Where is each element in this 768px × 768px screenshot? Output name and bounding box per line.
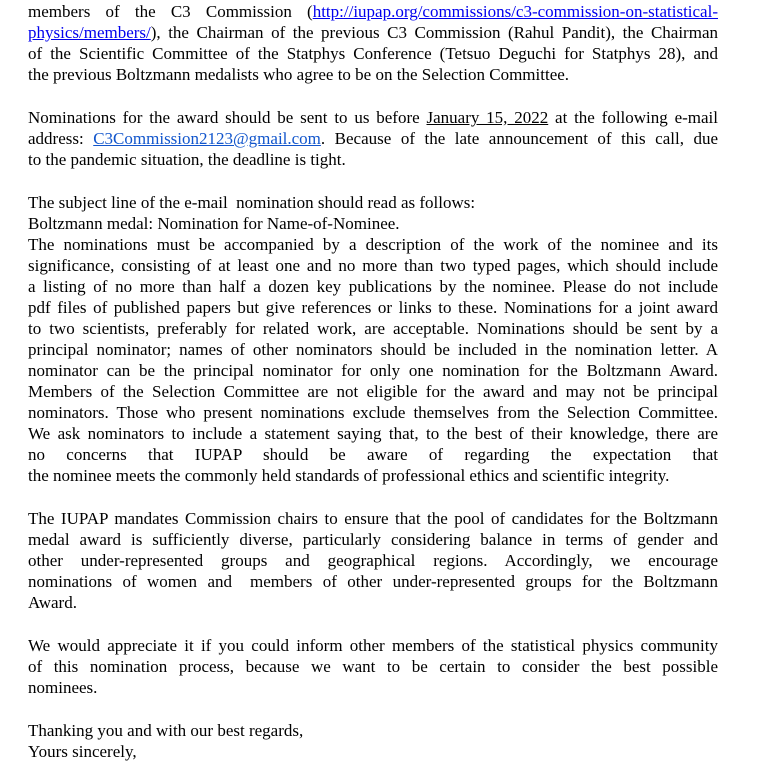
text-line bbox=[28, 128, 718, 149]
text-line bbox=[28, 741, 718, 762]
text-span: to two scientists, preferably for related work, are acceptable. Nominations should be sent by a bbox=[28, 319, 718, 338]
text-span: nominations of women and bbox=[28, 572, 232, 591]
text-span: to the pandemic situation, the deadline is tight. bbox=[28, 150, 346, 169]
text-span: nominator can be the principal nominator for only one nomination for the Boltzmann Award. bbox=[28, 361, 718, 380]
text-span: nominators. Those who present nominations exclude themselves from the Selection Committee. bbox=[28, 403, 718, 422]
text-span: The nominations must be accompanied by a description of the work of the nominee and its bbox=[28, 235, 718, 254]
text-line bbox=[28, 465, 718, 486]
text-span: of the Scientific Committee of the Statphys Conference (Tetsuo Deguchi for Statphys 28), and bbox=[28, 44, 718, 63]
nomination-email-link[interactable]: C3Commission2123@gmail.com bbox=[93, 129, 321, 148]
text-line bbox=[28, 720, 718, 741]
text-line bbox=[28, 149, 718, 170]
text-span: We ask nominators to include a statement saying that, to the best of their knowledge, there are bbox=[28, 424, 718, 443]
text-span: address: bbox=[28, 129, 94, 148]
text-span: nominees. bbox=[28, 678, 98, 697]
diversity-paragraph bbox=[28, 508, 718, 613]
text-span: principal nominator; names of other nominators should be included in the nomination letter. A bbox=[28, 340, 718, 359]
text-span: medal award is sufficiently diverse, particularly considering balance in terms of gender and bbox=[28, 530, 718, 549]
text-span: at the following e-mail bbox=[548, 108, 718, 127]
text-line bbox=[28, 234, 718, 255]
text-span: the nominee meets the commonly held standards of professional ethics and scientific integrity. bbox=[28, 466, 670, 485]
text-line bbox=[28, 508, 718, 529]
text-line bbox=[28, 381, 718, 402]
text-line bbox=[28, 423, 718, 444]
text-span: members of other under-represented groups for the Boltzmann bbox=[250, 572, 718, 591]
text-span: no concerns that IUPAP should be aware of regarding the expectation that bbox=[28, 445, 718, 464]
text-line bbox=[28, 592, 718, 613]
text-span: the previous Boltzmann medalists who agree to be on the Selection Committee. bbox=[28, 65, 570, 84]
text-span: . Because of the late announcement of this call, due bbox=[320, 129, 718, 148]
text-line bbox=[28, 529, 718, 550]
deadline-date: January 15, 2022 bbox=[426, 108, 549, 127]
text-line bbox=[28, 635, 718, 656]
text-line bbox=[28, 402, 718, 423]
text-line bbox=[28, 64, 718, 85]
text-span: Nominations for the award should be sent to us before bbox=[28, 108, 427, 127]
iupap-commission-url-link[interactable]: physics/members/ bbox=[28, 23, 151, 42]
text-line bbox=[28, 656, 718, 677]
text-span: Thanking you and with our best regards, bbox=[28, 721, 304, 740]
text-span: of this nomination process, because we want to be certain to consider the best possible bbox=[28, 657, 718, 676]
text-span: ), the Chairman of the previous C3 Commission (Rahul Pandit), the Chairman bbox=[150, 23, 718, 42]
deadline-paragraph bbox=[28, 107, 718, 170]
text-span: other under-represented groups and geographical regions. Accordingly, we encourage bbox=[28, 551, 718, 570]
community-paragraph bbox=[28, 635, 718, 698]
text-line bbox=[28, 318, 718, 339]
text-line bbox=[28, 360, 718, 381]
text-line bbox=[28, 339, 718, 360]
closing-paragraph bbox=[28, 720, 718, 762]
text-span: Award. bbox=[28, 593, 77, 612]
text-span: pdf files of published papers but give references or links to these. Nominations for a joint award bbox=[28, 298, 718, 317]
iupap-commission-url-link[interactable]: http://iupap.org/commissions/c3-commission-on-statistical- bbox=[312, 2, 718, 21]
text-span: We would appreciate it if you could inform other members of the statistical physics community bbox=[28, 636, 718, 655]
text-span: Yours sincerely, bbox=[28, 742, 137, 761]
text-line bbox=[28, 255, 718, 276]
text-line bbox=[28, 571, 718, 592]
text-line bbox=[28, 444, 718, 465]
text-span: significance, consisting of at least one and no more than two typed pages, which should include bbox=[28, 256, 718, 275]
text-span: members of the C3 Commission ( bbox=[28, 2, 313, 21]
text-span: The subject line of the e-mail nomination should read as follows: bbox=[28, 193, 476, 212]
text-span: The IUPAP mandates Commission chairs to ensure that the pool of candidates for the Boltzmann bbox=[28, 509, 718, 528]
text-line bbox=[28, 22, 718, 43]
text-line bbox=[28, 550, 718, 571]
text-line bbox=[28, 677, 718, 698]
text-span: Boltzmann medal: Nomination for Name-of-Nominee. bbox=[28, 214, 400, 233]
text-span: Members of the Selection Committee are not eligible for the award and may not be principal bbox=[28, 382, 718, 401]
nomination-instructions-paragraph bbox=[28, 192, 718, 486]
text-span: a listing of no more than half a dozen key publications by the nominee. Please do not include bbox=[28, 277, 718, 296]
text-line bbox=[28, 107, 718, 128]
text-line bbox=[28, 43, 718, 64]
text-line bbox=[28, 276, 718, 297]
text-line bbox=[28, 1, 718, 22]
selection-committee-paragraph bbox=[28, 1, 718, 85]
text-line bbox=[28, 213, 718, 234]
text-line bbox=[28, 297, 718, 318]
text-line bbox=[28, 192, 718, 213]
